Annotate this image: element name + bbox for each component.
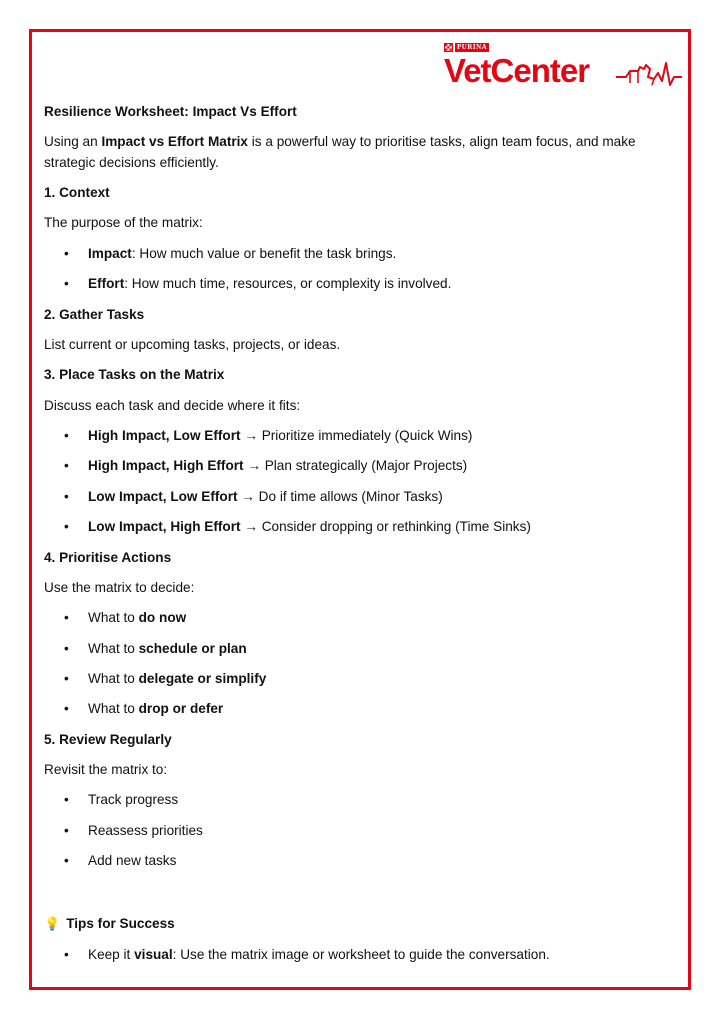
item-text: → Plan strategically (Major Projects) bbox=[243, 458, 468, 473]
item-bold: schedule or plan bbox=[138, 641, 247, 656]
item-bold: Effort bbox=[88, 276, 125, 291]
list-item bbox=[44, 607, 186, 628]
item-text: Reassess priorities bbox=[88, 823, 203, 838]
item-text: → Do if time allows (Minor Tasks) bbox=[237, 489, 443, 504]
item-text: What to bbox=[88, 610, 139, 625]
list-item bbox=[44, 425, 472, 446]
item-text: → Prioritize immediately (Quick Wins) bbox=[240, 428, 473, 443]
list-item bbox=[44, 486, 443, 507]
section-3-heading: 3. Place Tasks on the Matrix bbox=[44, 367, 225, 382]
list-item bbox=[44, 638, 247, 659]
item-bold: delegate or simplify bbox=[138, 671, 267, 686]
section-2-lead: List current or upcoming tasks, projects, or ideas. bbox=[44, 337, 341, 352]
lightbulb-icon: 💡 bbox=[44, 916, 61, 931]
list-item bbox=[44, 243, 396, 264]
list-item bbox=[44, 944, 550, 965]
list-item bbox=[44, 820, 203, 841]
section-1-heading: 1. Context bbox=[44, 185, 110, 200]
item-bold: Low Impact, High Effort bbox=[88, 519, 241, 534]
item-bold: Low Impact, Low Effort bbox=[88, 489, 238, 504]
pet-heartbeat-icon bbox=[616, 55, 682, 93]
section-5-lead: Revisit the matrix to: bbox=[44, 762, 168, 777]
list-item bbox=[44, 273, 451, 294]
list-item bbox=[44, 516, 531, 537]
page-title: Resilience Worksheet: Impact Vs Effort bbox=[44, 104, 297, 119]
vetcenter-wordmark: VetCenter bbox=[444, 52, 590, 89]
list-item bbox=[44, 789, 178, 810]
item-text: What to bbox=[88, 701, 139, 716]
item-bold: drop or defer bbox=[138, 701, 224, 716]
item-text: What to bbox=[88, 641, 139, 656]
intro-bold: Impact vs Effort Matrix bbox=[101, 134, 248, 149]
section-4-lead: Use the matrix to decide: bbox=[44, 580, 195, 595]
intro-text-end: is a powerful way to prioritise tasks, align team focus, and make strategic decisions efficiently. bbox=[44, 134, 636, 170]
list-item bbox=[44, 698, 223, 719]
item-text: Add new tasks bbox=[88, 853, 177, 868]
section-2-heading: 2. Gather Tasks bbox=[44, 307, 145, 322]
tips-heading: Tips for Success bbox=[66, 916, 175, 931]
item-bold: visual bbox=[134, 947, 173, 962]
item-text: Keep it bbox=[88, 947, 135, 962]
vetcenter-logo bbox=[444, 43, 684, 93]
item-bold: do now bbox=[138, 610, 187, 625]
item-text: What to bbox=[88, 671, 139, 686]
section-5-heading: 5. Review Regularly bbox=[44, 732, 172, 747]
section-4-heading: 4. Prioritise Actions bbox=[44, 550, 172, 565]
list-item bbox=[44, 455, 467, 476]
intro-paragraph bbox=[44, 131, 664, 173]
section-3-lead: Discuss each task and decide where it fits: bbox=[44, 398, 301, 413]
list-item bbox=[44, 850, 176, 871]
item-bold: High Impact, High Effort bbox=[88, 458, 244, 473]
item-bold: High Impact, Low Effort bbox=[88, 428, 241, 443]
item-text-end: : Use the matrix image or worksheet to guide the conversation. bbox=[172, 947, 550, 962]
tips-heading-row bbox=[44, 913, 175, 934]
list-item bbox=[44, 668, 266, 689]
item-text: Track progress bbox=[88, 792, 179, 807]
item-text: → Consider dropping or rethinking (Time Sinks) bbox=[240, 519, 531, 534]
purina-wordmark: PURINA bbox=[457, 43, 488, 51]
item-text: : How much value or benefit the task brings. bbox=[131, 246, 397, 261]
section-1-lead: The purpose of the matrix: bbox=[44, 215, 203, 230]
item-bold: Impact bbox=[88, 246, 132, 261]
page-border bbox=[29, 29, 691, 990]
item-text: : How much time, resources, or complexity is involved. bbox=[124, 276, 452, 291]
intro-text: Using an bbox=[44, 134, 102, 149]
